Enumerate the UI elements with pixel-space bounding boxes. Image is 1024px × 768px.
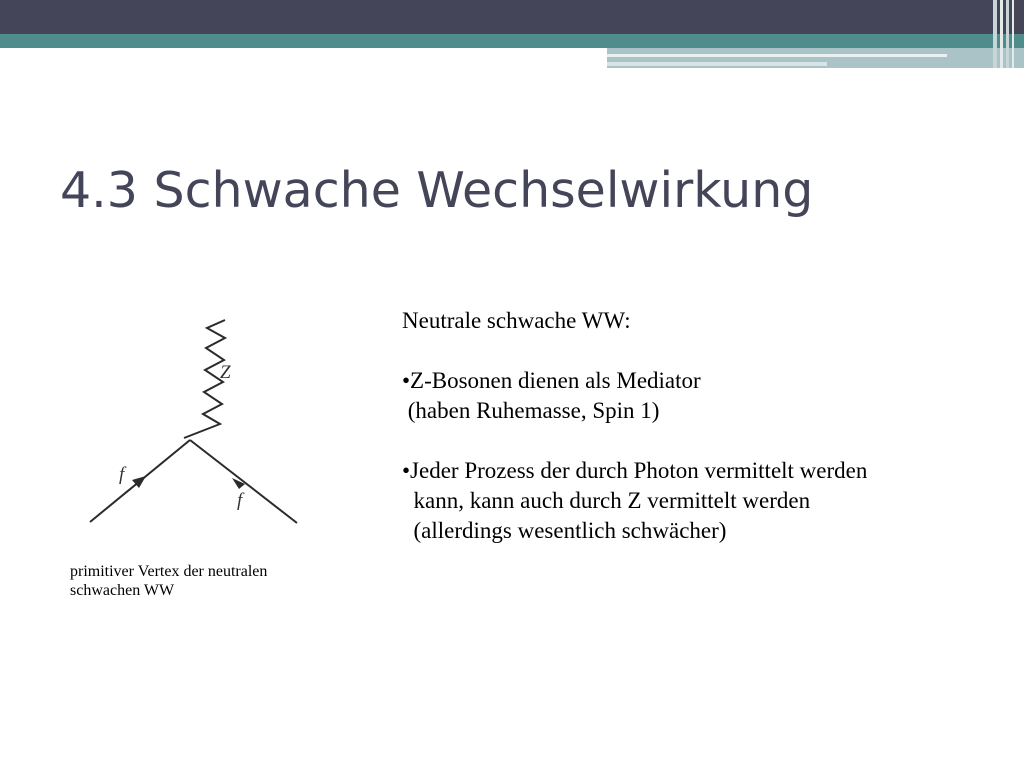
header-band-teal (0, 34, 1024, 48)
header-band-highlight (607, 62, 827, 66)
header-stripe (993, 0, 997, 68)
header-stripe (1000, 0, 1003, 68)
slide-title: 4.3 Schwache Wechselwirkung (60, 162, 814, 219)
header-stripe (1006, 0, 1009, 68)
caption-line: primitiver Vertex der neutralen (70, 563, 268, 580)
fermion-out-arrow (232, 478, 245, 489)
caption-line: schwachen WW (70, 582, 175, 599)
body-heading: Neutrale schwache WW: (402, 308, 631, 333)
bullet-line: kann, kann auch durch Z vermittelt werden (402, 488, 811, 513)
bullet-line: (allerdings wesentlich schwächer) (402, 518, 727, 543)
diagram-caption (70, 562, 330, 600)
feynman-vertex-diagram (80, 308, 320, 538)
z-boson-line (184, 320, 225, 438)
bullet-line: •Z-Bosonen dienen als Mediator (402, 368, 701, 393)
fermion-in-label: f (119, 464, 125, 485)
fermion-out-line (190, 440, 297, 523)
header-band-highlight (607, 54, 947, 57)
bullet-line: •Jeder Prozess der durch Photon vermittelt werden (402, 458, 868, 483)
bullet-line: (haben Ruhemasse, Spin 1) (402, 398, 660, 423)
boson-label: Z (220, 362, 231, 383)
body-text (402, 306, 1002, 546)
header-band-dark (0, 0, 1024, 34)
fermion-out-label: f (237, 490, 243, 511)
header-stripe (1012, 0, 1014, 68)
